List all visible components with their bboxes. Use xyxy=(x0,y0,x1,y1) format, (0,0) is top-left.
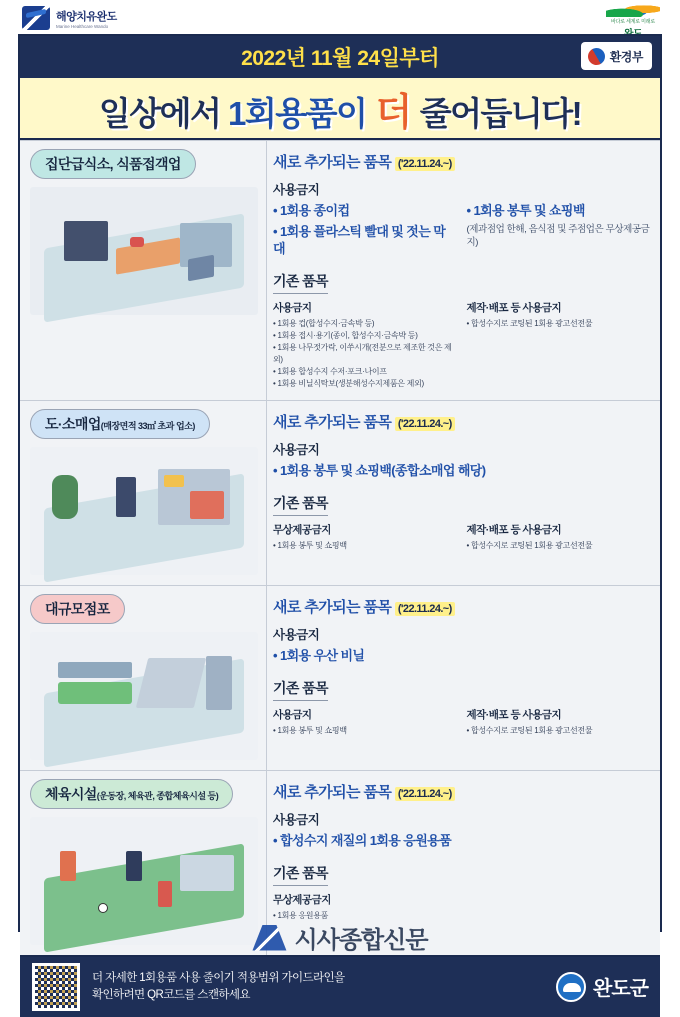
illustration-player-1 xyxy=(60,851,76,881)
section-2-exist-left-head: 무상제공금지 xyxy=(273,524,331,536)
footer-line-2: 확인하려면 QR코드를 스캔하세요 xyxy=(92,988,250,1001)
section-1-new-columns xyxy=(273,198,650,262)
top-logo-bar xyxy=(0,0,680,36)
watermark-logo-icon xyxy=(252,925,286,951)
section-2-illustration xyxy=(30,447,258,575)
section-3-exist-columns xyxy=(273,701,650,737)
taegeuk-icon xyxy=(585,44,608,67)
section-2-chip-note: (매장면적 33㎡ 초과 업소) xyxy=(100,420,195,431)
header-date-text: 2022년 11월 24일부터 xyxy=(241,47,439,70)
section-retail xyxy=(20,400,660,585)
section-1-new-note: (제과점업 한해, 음식점 및 주점업은 무상제공금지) xyxy=(466,224,650,248)
title-part-2: 1회용품이 xyxy=(228,94,367,132)
list-item: • 1회용 봉투 및 쇼핑백 xyxy=(273,540,457,552)
ministry-badge xyxy=(581,42,652,70)
illustration-ball xyxy=(98,903,108,913)
section-1-new-right xyxy=(467,203,651,262)
illustration-player-3 xyxy=(158,881,172,907)
section-2-chip-label: 도·소매업 xyxy=(45,415,101,432)
section-1-exist-left-head: 사용금지 xyxy=(273,301,312,314)
list-item: • 합성수지로 코팅된 1회용 광고선전물 xyxy=(467,318,651,330)
illustration-chair xyxy=(188,255,214,282)
section-3-new-title-text: 새로 추가되는 품목 xyxy=(273,598,392,616)
section-1-new-left xyxy=(273,203,457,262)
section-food-service xyxy=(20,140,660,400)
section-3-chip xyxy=(30,594,125,624)
wando-emblem-icon xyxy=(556,972,586,1002)
section-1-right xyxy=(266,141,660,400)
title-part-4: 줄어듭니다! xyxy=(419,94,582,132)
section-1-new-date: ('22.11.24.~) xyxy=(395,157,455,171)
section-3-exist-left-list xyxy=(273,725,457,737)
section-1-exist-columns xyxy=(273,294,650,390)
section-1-new-title xyxy=(273,151,650,172)
section-2-new-sub: 사용금지 xyxy=(273,442,320,457)
section-4-new-title-text: 새로 추가되는 품목 xyxy=(273,783,392,801)
section-large-store xyxy=(20,585,660,770)
footer-line-1: 더 자세한 1회용품 사용 줄이기 적용범위 가이드라인을 xyxy=(92,971,345,984)
slogan-text: 바다로 세계로 미래로 xyxy=(610,19,656,25)
section-2-exist-title: 기존 품목 xyxy=(273,493,328,516)
section-3-illustration xyxy=(30,632,258,760)
section-2-exist-left xyxy=(273,516,457,552)
wando-county-label: 완도군 xyxy=(593,978,648,1001)
title-part-3: 더 xyxy=(366,91,420,134)
section-4-left xyxy=(20,771,266,955)
section-3-right xyxy=(266,586,660,770)
section-1-new-title-text: 새로 추가되는 품목 xyxy=(273,154,392,171)
section-3-new-list xyxy=(273,648,650,664)
section-2-exist-right-head: 제작·배포 등 사용금지 xyxy=(466,524,562,536)
illustration-player-2 xyxy=(126,851,142,881)
section-2-exist-right xyxy=(467,516,651,552)
section-4-new-sub: 사용금지 xyxy=(273,812,320,827)
list-item: • 합성수지로 코팅된 1회용 광고선전물 xyxy=(467,725,651,737)
section-4-new-list xyxy=(273,833,650,849)
wando-county-logo xyxy=(556,972,648,1002)
illustration-sign xyxy=(164,475,184,487)
section-3-exist-left xyxy=(273,701,457,737)
section-2-new-date: ('22.11.24.~) xyxy=(395,417,455,431)
section-2-exist-right-list xyxy=(467,540,651,552)
section-4-exist-left-head: 무상제공금지 xyxy=(273,894,331,906)
watermark-text: 시사종합신문 xyxy=(294,927,428,954)
list-item: • 1회용 응원용품 xyxy=(273,910,457,922)
section-1-left xyxy=(20,141,266,400)
header-date-band xyxy=(20,36,660,78)
section-2-exist-left-list xyxy=(273,540,457,552)
footer-text xyxy=(92,970,345,1005)
title-part-1: 일상에서 xyxy=(98,94,229,132)
qr-code-icon[interactable] xyxy=(32,963,80,1011)
list-item: • 1회용 봉투 및 쇼핑백 xyxy=(467,203,651,219)
list-item: • 1회용 접시·용기(종이, 합성수지·금속박 등) xyxy=(273,330,457,342)
section-2-new-title-text: 새로 추가되는 품목 xyxy=(273,413,392,431)
section-4-chip xyxy=(30,779,233,809)
logo-main-text: 해양치유완도 xyxy=(56,10,117,23)
section-1-exist-right xyxy=(467,294,651,390)
section-1-new-sub: 사용금지 xyxy=(273,183,320,197)
list-item: • 1회용 플라스틱 빨대 및 젓는 막대 xyxy=(273,224,457,257)
wando-marine-logo xyxy=(22,6,117,30)
section-4-illustration xyxy=(30,817,258,945)
list-item: • 1회용 합성수지 수저·포크·나이프 xyxy=(273,366,457,378)
section-1-chip xyxy=(30,149,196,179)
logo-sub-text: Marine Healthcare Wando xyxy=(56,23,109,29)
list-item: • 1회용 종이컵 xyxy=(273,203,457,219)
list-item: • 1회용 우산 비닐 xyxy=(273,648,650,664)
section-2-new-title xyxy=(273,411,650,432)
section-4-new-date: ('22.11.24.~) xyxy=(395,787,455,801)
section-3-chip-label: 대규모점포 xyxy=(45,600,110,617)
section-3-left xyxy=(20,586,266,770)
illustration-escalator xyxy=(136,658,206,708)
section-3-exist-right xyxy=(467,701,651,737)
section-1-exist-right-list xyxy=(467,318,651,330)
section-3-new-sub: 사용금지 xyxy=(273,627,320,642)
section-2-exist-columns xyxy=(273,516,650,552)
section-2-left xyxy=(20,401,266,585)
illustration-chef xyxy=(64,221,108,261)
section-3-exist-left-head: 사용금지 xyxy=(273,709,312,721)
illustration-stand xyxy=(180,855,234,891)
section-3-new-title xyxy=(273,596,650,617)
illustration-food xyxy=(130,237,144,247)
list-item: • 1회용 비닐식탁보(생분해성수지제품은 제외) xyxy=(273,378,457,390)
header-title-band xyxy=(20,78,660,140)
page-title xyxy=(99,81,581,136)
section-4-exist-left xyxy=(273,886,457,922)
section-1-chip-label: 집단급식소, 식품접객업 xyxy=(45,156,181,172)
section-1-exist-left-list xyxy=(273,318,457,390)
section-1-exist-left xyxy=(273,294,457,390)
list-item: • 합성수지로 코팅된 1회용 광고선전물 xyxy=(467,540,651,552)
list-item: • 1회용 봉투 및 쇼핑백(종합소매업 해당) xyxy=(273,463,650,479)
illustration-plant xyxy=(52,475,78,519)
section-4-new-title xyxy=(273,781,650,802)
section-4-chip-label: 체육시설 xyxy=(45,785,97,802)
section-2-new-list xyxy=(273,463,650,479)
section-4-exist-title: 기존 품목 xyxy=(273,863,328,886)
section-3-exist-title: 기존 품목 xyxy=(273,678,328,701)
section-4-exist-columns xyxy=(273,886,650,922)
list-item: • 합성수지 재질의 1회용 응원용품 xyxy=(273,833,650,849)
illustration-fridge xyxy=(190,491,224,519)
section-3-new-date: ('22.11.24.~) xyxy=(395,602,455,616)
list-item: • 1회용 나무젓가락, 이쑤시개(전분으로 제조한 것은 제외) xyxy=(273,342,457,366)
section-2-right xyxy=(266,401,660,585)
section-3-exist-right-head: 제작·배포 등 사용금지 xyxy=(466,709,562,721)
list-item: • 1회용 컵(합성수지·금속박 등) xyxy=(273,318,457,330)
section-4-chip-note: (운동장, 체육관, 종합체육시설 등) xyxy=(96,790,219,801)
illustration-customer xyxy=(116,477,136,517)
section-3-exist-right-list xyxy=(467,725,651,737)
poster-footer xyxy=(20,955,660,1017)
section-2-chip xyxy=(30,409,210,439)
section-4-exist-right xyxy=(467,886,651,922)
list-item: • 1회용 봉투 및 쇼핑백 xyxy=(273,725,457,737)
swoosh-icon xyxy=(606,4,660,17)
illustration-wall xyxy=(206,656,232,710)
ministry-label: 환경부 xyxy=(609,49,643,64)
watermark xyxy=(252,920,427,955)
section-1-exist-title: 기존 품목 xyxy=(273,271,328,294)
illustration-ceiling xyxy=(58,662,132,678)
section-1-illustration xyxy=(30,187,258,315)
section-1-exist-right-head: 제작·배포 등 사용금지 xyxy=(466,301,562,314)
wando-logo-icon xyxy=(22,6,50,30)
illustration-produce xyxy=(58,682,132,704)
